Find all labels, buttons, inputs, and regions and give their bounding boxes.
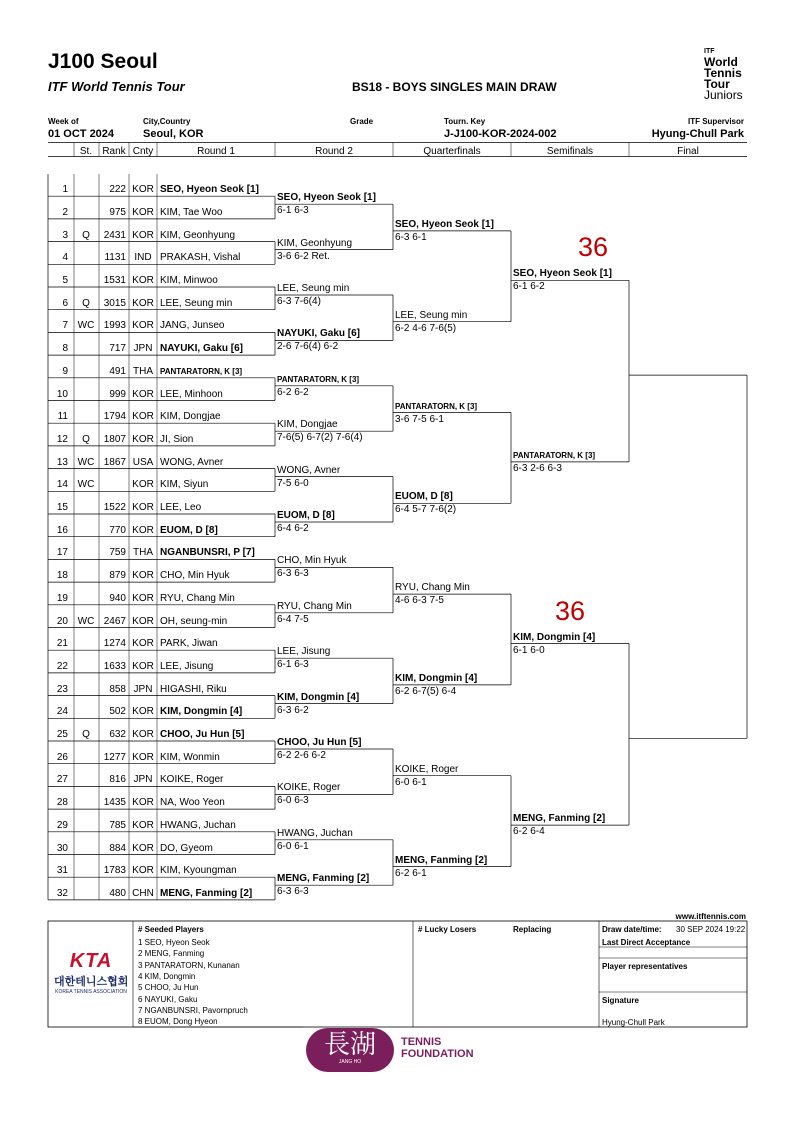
match-score: 6-2 4-6 7-6(5) — [395, 322, 457, 334]
seeded-player: 8 EUOM, Dong Hyeon — [138, 1017, 218, 1027]
signature-label: Signature — [602, 996, 639, 1005]
draw-position: 16 — [56, 524, 68, 536]
draw-position: 28 — [56, 797, 68, 809]
player-rank: 1131 — [104, 252, 126, 264]
player-rank: 785 — [109, 819, 126, 831]
match-score: 6-2 2-6 6-2 — [277, 750, 326, 761]
player-rank: 770 — [109, 524, 126, 536]
player-country: KOR — [132, 638, 154, 650]
player-rank: 1522 — [103, 502, 126, 513]
player-country: KOR — [132, 842, 154, 854]
col-quarterfinals: Quarterfinals — [423, 146, 481, 157]
grade-label: Grade — [350, 117, 374, 126]
player-rank: 2431 — [103, 229, 126, 241]
seeded-player: 6 NAYUKI, Gaku — [138, 994, 198, 1004]
draw-position: 24 — [56, 706, 68, 718]
match-score: 6-1 6-2 — [513, 281, 545, 293]
player-rank: 480 — [109, 887, 126, 899]
player-country: KOR — [132, 320, 154, 332]
draw-position: 31 — [56, 865, 68, 877]
match-score: 7-6(5) 6-7(2) 7-6(4) — [277, 432, 363, 444]
draw-position: 19 — [56, 592, 68, 604]
city-value: Seoul, KOR — [143, 128, 204, 140]
player-name: LEE, Leo — [160, 502, 202, 513]
city-label: City,Country — [143, 117, 191, 126]
winner-name: WONG, Avner — [277, 464, 341, 476]
supervisor-value: Hyung-Chull Park — [651, 128, 744, 140]
draw-position: 22 — [56, 660, 68, 672]
draw-position: 10 — [56, 388, 68, 400]
player-name: KIM, Tae Woo — [160, 206, 223, 218]
player-rank: 1807 — [103, 433, 126, 445]
col-st: St. — [79, 146, 93, 157]
winner-name: SEO, Hyeon Seok [1] — [395, 218, 494, 230]
player-name: KIM, Dongmin [4] — [160, 706, 243, 718]
player-name: NAYUKI, Gaku [6] — [160, 343, 243, 355]
winner-name: KOIKE, Roger — [277, 782, 341, 794]
winner-name: EUOM, D [8] — [395, 491, 453, 503]
winner-name: RYU, Chang Min — [395, 582, 470, 594]
winner-name: KIM, Geonhyung — [277, 237, 353, 249]
draw-position: 17 — [56, 547, 68, 559]
itf-logo-line1: World — [704, 55, 738, 69]
player-name: HWANG, Juchan — [160, 819, 236, 831]
player-name: LEE, Seung min — [160, 297, 233, 309]
match-score: 6-0 6-1 — [277, 840, 309, 852]
player-country: KOR — [132, 388, 154, 400]
player-country: KOR — [132, 479, 154, 491]
kta-english: KOREA TENNIS ASSOCIATION — [55, 989, 127, 995]
col-rank: Rank — [102, 146, 126, 157]
match-score: 6-1 6-3 — [277, 205, 309, 217]
player-rank: 1274 — [103, 638, 126, 650]
tourn-key-value: J-J100-KOR-2024-002 — [444, 128, 557, 140]
draw-position: 12 — [56, 433, 68, 445]
winner-name: KIM, Dongjae — [277, 419, 338, 431]
player-rank: 1531 — [103, 275, 126, 286]
draw-position: 14 — [56, 479, 68, 491]
player-name: LEE, Jisung — [160, 660, 214, 672]
draw-position: 21 — [56, 638, 68, 650]
winner-name: KIM, Dongmin [4] — [277, 691, 360, 703]
draw-position: 30 — [56, 842, 68, 854]
winner-name: PANTARATORN, K [3] — [513, 450, 596, 460]
jangho-logo — [306, 1028, 394, 1072]
player-country: KOR — [132, 297, 154, 309]
player-country: KOR — [132, 660, 154, 672]
signature-name: Hyung-Chull Park — [602, 1018, 665, 1027]
player-country: JPN — [133, 774, 153, 786]
player-country: KOR — [132, 865, 154, 877]
player-representatives: Player representatives — [602, 962, 688, 971]
lucky-losers-title: # Lucky Losers — [418, 925, 477, 934]
match-score: 6-3 6-3 — [277, 568, 309, 580]
winner-name: PANTARATORN, K [3] — [395, 401, 478, 411]
player-name: CHO, Min Hyuk — [160, 570, 230, 582]
match-score: 6-1 6-3 — [277, 659, 309, 671]
annotation-mark: 36 — [555, 596, 586, 626]
player-country: KOR — [132, 706, 154, 718]
draw-position: 23 — [56, 683, 68, 695]
player-rank: 502 — [109, 706, 126, 718]
col-round2: Round 2 — [315, 146, 353, 157]
itf-logo-line4: Juniors — [704, 88, 743, 102]
jangho-chars: 長湖 — [323, 1030, 376, 1060]
player-rank: 632 — [109, 729, 126, 740]
match-score: 6-1 6-0 — [513, 644, 545, 656]
match-score: 6-3 6-2 — [277, 704, 309, 716]
player-name: KIM, Minwoo — [160, 275, 218, 286]
match-score: 6-4 7-5 — [277, 613, 309, 625]
player-name: KIM, Geonhyung — [160, 229, 236, 241]
draw-position: 27 — [56, 774, 68, 786]
player-country: THA — [133, 365, 153, 377]
page-title: J100 Seoul — [48, 50, 158, 73]
player-country: KOR — [132, 229, 154, 241]
entry-status: Q — [82, 729, 90, 740]
itf-logo-top: ITF — [704, 48, 715, 55]
draw-position: 6 — [62, 297, 68, 309]
winner-name: SEO, Hyeon Seok [1] — [277, 192, 376, 204]
match-score: 4-6 6-3 7-5 — [395, 595, 444, 607]
seeded-player: 2 MENG, Fanming — [138, 949, 205, 959]
col-final: Final — [677, 146, 699, 157]
player-rank: 3015 — [103, 297, 126, 309]
winner-name: RYU, Chang Min — [277, 600, 352, 612]
player-name: NGANBUNSRI, P [7] — [160, 547, 255, 559]
player-name: KOIKE, Roger — [160, 774, 224, 786]
player-rank: 222 — [109, 184, 126, 196]
week-label: Week of — [48, 117, 79, 126]
player-rank: 759 — [109, 547, 126, 559]
winner-name: PANTARATORN, K [3] — [277, 374, 360, 384]
player-country: JPN — [133, 343, 153, 355]
tourn-key-label: Tourn. Key — [444, 117, 486, 126]
match-score: 6-4 5-7 7-6(2) — [395, 504, 457, 516]
player-rank: 816 — [109, 774, 126, 786]
player-country: KOR — [132, 592, 154, 604]
player-name: PARK, Jiwan — [160, 638, 218, 650]
player-country: KOR — [132, 206, 154, 218]
match-score: 2-6 7-6(4) 6-2 — [277, 341, 339, 353]
draw-position: 32 — [56, 887, 68, 899]
winner-name: LEE, Seung min — [395, 309, 468, 321]
player-name: JI, Sion — [160, 433, 194, 445]
match-score: 6-3 7-6(4) — [277, 296, 321, 307]
player-name: RYU, Chang Min — [160, 592, 235, 604]
draw-position: 4 — [62, 252, 68, 264]
player-name: PANTARATORN, K [3] — [160, 366, 243, 376]
player-rank: 975 — [109, 206, 126, 218]
player-rank: 1783 — [103, 865, 126, 877]
winner-name: MENG, Fanming [2] — [395, 854, 488, 866]
player-country: JPN — [133, 683, 153, 695]
player-country: KOR — [132, 433, 154, 445]
draw-date-label: Draw date/time: — [602, 925, 662, 934]
match-score: 6-3 6-1 — [395, 231, 427, 243]
winner-name: KIM, Dongmin [4] — [395, 672, 478, 684]
player-rank: 1794 — [103, 411, 126, 423]
match-score: 6-2 6-1 — [395, 867, 427, 879]
seeded-title: # Seeded Players — [138, 925, 204, 934]
winner-name: MENG, Fanming [2] — [513, 813, 606, 825]
kta-korean: 대한테니스협회 — [54, 976, 129, 988]
player-country: THA — [133, 547, 153, 559]
seeded-player: 4 KIM, Dongmin — [138, 971, 196, 981]
annotation-mark: 36 — [578, 232, 609, 262]
winner-name: HWANG, Juchan — [277, 827, 353, 839]
player-rank: 1633 — [103, 660, 126, 672]
player-name: OH, seung-min — [160, 615, 228, 627]
jangho-sub: JANG HO — [338, 1059, 362, 1065]
player-name: LEE, Minhoon — [160, 388, 223, 400]
match-score: 3-6 6-2 Ret. — [277, 250, 330, 262]
player-name: EUOM, D [8] — [160, 524, 218, 536]
player-name: CHOO, Ju Hun [5] — [160, 729, 245, 740]
draw-position: 18 — [56, 570, 68, 582]
draw-position: 7 — [62, 320, 68, 332]
week-value: 01 OCT 2024 — [48, 128, 115, 140]
draw-position: 20 — [56, 615, 68, 627]
supervisor-label: ITF Supervisor — [687, 117, 744, 126]
player-rank: 884 — [109, 842, 126, 854]
draw-position: 29 — [56, 819, 68, 831]
seeded-player: 7 NGANBUNSRI, Pavornpruch — [138, 1005, 248, 1015]
replacing-title: Replacing — [513, 925, 552, 934]
draw-position: 5 — [62, 275, 68, 286]
draw-position: 11 — [57, 411, 68, 423]
winner-name: SEO, Hyeon Seok [1] — [513, 268, 612, 280]
entry-status: Q — [82, 297, 90, 309]
player-rank: 717 — [109, 343, 126, 355]
col-round1: Round 1 — [197, 146, 235, 157]
player-name: JANG, Junseo — [160, 320, 225, 332]
draw-date-value: 30 SEP 2024 19:22 — [676, 925, 746, 934]
itf-logo-line2: Tennis — [704, 66, 742, 80]
player-name: PRAKASH, Vishal — [160, 252, 241, 264]
winner-name: LEE, Seung min — [277, 283, 350, 294]
draw-position: 8 — [62, 343, 68, 355]
player-name: DO, Gyeom — [160, 842, 213, 854]
player-country: USA — [132, 456, 154, 468]
draw-name: BS18 - BOYS SINGLES MAIN DRAW — [352, 80, 557, 94]
draw-position: 26 — [56, 751, 68, 763]
sponsor-line2: FOUNDATION — [401, 1048, 474, 1060]
draw-position: 13 — [56, 456, 68, 468]
match-score: 6-2 6-2 — [277, 386, 309, 398]
player-rank: 879 — [109, 570, 126, 582]
player-rank: 491 — [109, 365, 126, 377]
kta-logo — [54, 950, 128, 995]
itf-logo-line3: Tour — [704, 77, 730, 91]
draw-position: 3 — [62, 229, 68, 241]
page-subtitle: ITF World Tennis Tour — [48, 79, 185, 94]
player-name: NA, Woo Yeon — [160, 797, 225, 809]
winner-name: CHOO, Ju Hun [5] — [277, 737, 362, 748]
player-country: KOR — [132, 502, 154, 513]
match-score: 6-4 6-2 — [277, 523, 309, 534]
col-cnty: Cnty — [132, 146, 154, 157]
player-rank: 2467 — [103, 615, 126, 627]
winner-name: CHO, Min Hyuk — [277, 555, 347, 567]
match-score: 7-5 6-0 — [277, 477, 309, 489]
entry-status: WC — [77, 320, 95, 332]
match-score: 6-3 2-6 6-3 — [513, 462, 562, 474]
player-country: KOR — [132, 797, 154, 809]
player-country: KOR — [132, 819, 154, 831]
match-score: 3-6 7-5 6-1 — [395, 413, 444, 425]
player-country: KOR — [132, 570, 154, 582]
player-country: KOR — [132, 184, 154, 196]
seeded-player: 1 SEO, Hyeon Seok — [138, 938, 210, 947]
last-direct-acceptance: Last Direct Acceptance — [602, 938, 691, 947]
entry-status: Q — [82, 433, 90, 445]
entry-status: WC — [77, 615, 95, 627]
website-link[interactable]: www.itftennis.com — [675, 912, 746, 921]
player-name: HIGASHI, Riku — [160, 683, 227, 695]
draw-position: 1 — [62, 184, 68, 196]
entry-status: WC — [77, 456, 95, 468]
entry-status: WC — [77, 479, 95, 491]
draw-position: 2 — [62, 206, 68, 218]
player-country: KOR — [132, 615, 154, 627]
player-name: SEO, Hyeon Seok [1] — [160, 184, 259, 196]
draw-position: 25 — [56, 729, 68, 740]
player-rank: 1867 — [103, 456, 126, 468]
draw-position: 9 — [62, 365, 68, 377]
match-score: 6-3 6-3 — [277, 886, 309, 898]
player-rank: 999 — [109, 388, 126, 400]
match-score: 6-0 6-1 — [395, 776, 427, 788]
col-semifinals: Semifinals — [546, 146, 594, 157]
player-name: WONG, Avner — [160, 456, 224, 468]
winner-name: NAYUKI, Gaku [6] — [277, 328, 360, 340]
tennis-foundation-logo — [401, 1036, 474, 1060]
player-name: MENG, Fanming [2] — [160, 887, 253, 899]
player-rank: 1435 — [103, 797, 126, 809]
player-name: KIM, Kyoungman — [160, 865, 237, 877]
player-country: KOR — [132, 411, 154, 423]
sponsor-line1: TENNIS — [401, 1036, 442, 1048]
seeded-player: 3 PANTARATORN, Kunanan — [138, 960, 240, 970]
winner-name: KOIKE, Roger — [395, 763, 459, 775]
player-name: KIM, Wonmin — [160, 751, 220, 763]
winner-name: KIM, Dongmin [4] — [513, 631, 596, 643]
player-name: KIM, Dongjae — [160, 411, 221, 423]
match-score: 6-0 6-3 — [277, 795, 309, 807]
winner-name: MENG, Fanming [2] — [277, 873, 370, 885]
kta-logo-mark: KTA — [69, 950, 113, 972]
match-score: 6-2 6-4 — [513, 826, 545, 838]
player-country: CHN — [132, 887, 154, 899]
entry-status: Q — [82, 229, 90, 241]
player-rank: 1993 — [103, 320, 126, 332]
draw-position: 15 — [56, 502, 68, 513]
player-country: IND — [134, 252, 152, 264]
player-rank: 940 — [109, 592, 126, 604]
player-rank: 858 — [109, 683, 126, 695]
player-country: KOR — [132, 729, 154, 740]
player-country: KOR — [132, 275, 154, 286]
match-score: 6-2 6-7(5) 6-4 — [395, 685, 457, 697]
player-country: KOR — [132, 751, 154, 763]
player-name: KIM, Siyun — [160, 479, 209, 491]
player-country: KOR — [132, 524, 154, 536]
winner-name: LEE, Jisung — [277, 646, 331, 658]
player-rank: 1277 — [103, 751, 126, 763]
winner-name: EUOM, D [8] — [277, 510, 335, 521]
seeded-player: 5 CHOO, Ju Hun — [138, 983, 199, 993]
